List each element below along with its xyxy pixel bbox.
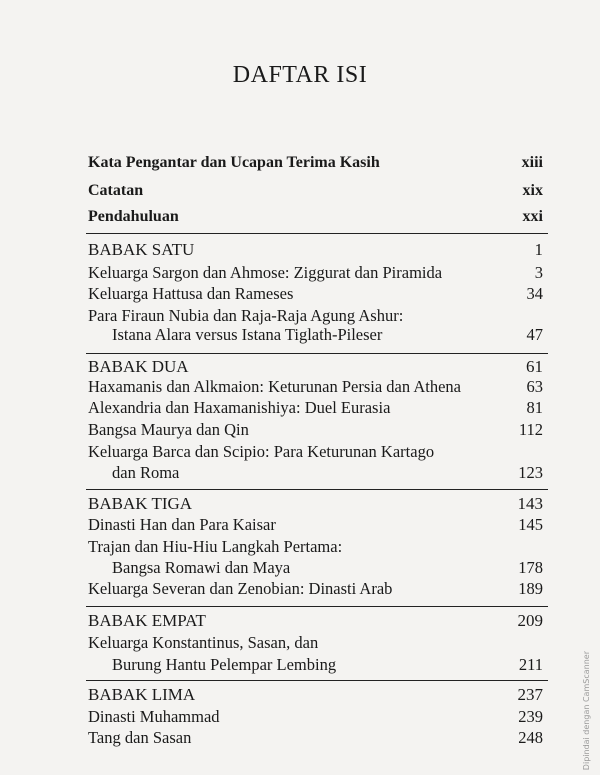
entry-label: Trajan dan Hiu-Hiu Langkah Pertama: bbox=[88, 537, 343, 556]
entry-page: 112 bbox=[518, 420, 543, 439]
entry-page: 178 bbox=[518, 558, 543, 577]
toc-entry bbox=[88, 707, 543, 729]
entry-label-continued: Bangsa Romawi dan Maya bbox=[112, 558, 291, 577]
toc-entry bbox=[88, 558, 543, 580]
entry-label: Kata Pengantar dan Ucapan Terima Kasih bbox=[88, 154, 380, 171]
entry-page: 145 bbox=[518, 515, 543, 534]
toc-entry bbox=[88, 263, 543, 285]
section-heading bbox=[88, 240, 543, 262]
entry-page: 34 bbox=[526, 284, 543, 303]
section-divider bbox=[86, 680, 548, 681]
entry-label-continued: Istana Alara versus Istana Tiglath-Pileser bbox=[112, 325, 383, 344]
section-page: 61 bbox=[526, 357, 543, 376]
entry-page: 63 bbox=[526, 377, 543, 396]
section-heading bbox=[88, 357, 543, 379]
entry-label: Keluarga Hattusa dan Rameses bbox=[88, 284, 294, 303]
toc-entry bbox=[88, 728, 543, 750]
toc-entry-line bbox=[88, 537, 543, 559]
toc-entry bbox=[88, 377, 543, 399]
entry-page: xiii bbox=[521, 154, 543, 171]
toc-entry bbox=[88, 420, 543, 442]
section-page: 143 bbox=[517, 494, 543, 513]
toc-entry bbox=[88, 515, 543, 537]
section-page: 1 bbox=[534, 240, 543, 259]
entry-label-continued: Burung Hantu Pelempar Lembing bbox=[112, 655, 337, 674]
section-heading bbox=[88, 494, 543, 516]
entry-page: 211 bbox=[518, 655, 543, 674]
toc-entry-front-2 bbox=[88, 182, 543, 204]
entry-label: Haxamanis dan Alkmaion: Keturunan Persia dan Athena bbox=[88, 377, 461, 396]
toc-entry bbox=[88, 579, 543, 601]
section-title: BABAK LIMA bbox=[88, 685, 196, 704]
entry-page: 123 bbox=[518, 463, 543, 482]
entry-page: 81 bbox=[526, 398, 543, 417]
entry-label: Keluarga Konstantinus, Sasan, dan bbox=[88, 633, 319, 652]
section-heading bbox=[88, 685, 543, 707]
section-divider bbox=[86, 233, 548, 234]
section-page: 237 bbox=[517, 685, 543, 704]
entry-page: 248 bbox=[518, 728, 543, 747]
section-divider bbox=[86, 353, 548, 354]
entry-label: Tang dan Sasan bbox=[88, 728, 192, 747]
toc-entry bbox=[88, 325, 543, 347]
entry-label: Para Firaun Nubia dan Raja-Raja Agung Ashur: bbox=[88, 306, 404, 325]
entry-label: Catatan bbox=[88, 182, 144, 199]
entry-label: Pendahuluan bbox=[88, 208, 179, 225]
section-divider bbox=[86, 489, 548, 490]
entry-label: Keluarga Barca dan Scipio: Para Keturunan Kartago bbox=[88, 442, 435, 461]
section-title: BABAK DUA bbox=[88, 357, 189, 376]
toc-entry-front-1 bbox=[88, 154, 543, 176]
section-title: BABAK TIGA bbox=[88, 494, 193, 513]
section-title: BABAK SATU bbox=[88, 240, 195, 259]
section-heading bbox=[88, 611, 543, 633]
entry-label: Dinasti Han dan Para Kaisar bbox=[88, 515, 276, 534]
scanner-watermark bbox=[582, 640, 596, 770]
toc-entry bbox=[88, 398, 543, 420]
page-title: DAFTAR ISI bbox=[232, 62, 368, 88]
entry-page: xix bbox=[522, 182, 543, 199]
toc-entry bbox=[88, 463, 543, 485]
section-divider bbox=[86, 606, 548, 607]
watermark-text: Dipindai dengan CamScanner bbox=[582, 650, 591, 770]
entry-label-continued: dan Roma bbox=[112, 463, 180, 482]
entry-label: Keluarga Severan dan Zenobian: Dinasti Arab bbox=[88, 579, 393, 598]
toc-entry-line bbox=[88, 442, 543, 464]
entry-page: 3 bbox=[534, 263, 543, 282]
entry-label: Bangsa Maurya dan Qin bbox=[88, 420, 249, 439]
toc-entry-front-3 bbox=[88, 208, 543, 230]
entry-page: 47 bbox=[526, 325, 543, 344]
entry-page: xxi bbox=[522, 208, 543, 225]
toc-entry bbox=[88, 284, 543, 306]
section-page: 209 bbox=[517, 611, 543, 630]
toc-entry-line bbox=[88, 633, 543, 655]
entry-page: 189 bbox=[518, 579, 543, 598]
section-title: BABAK EMPAT bbox=[88, 611, 206, 630]
entry-label: Keluarga Sargon dan Ahmose: Ziggurat dan Piramida bbox=[88, 263, 443, 282]
entry-page: 239 bbox=[518, 707, 543, 726]
toc-entry bbox=[88, 655, 543, 677]
entry-label: Dinasti Muhammad bbox=[88, 707, 220, 726]
entry-label: Alexandria dan Haxamanishiya: Duel Eurasia bbox=[88, 398, 391, 417]
